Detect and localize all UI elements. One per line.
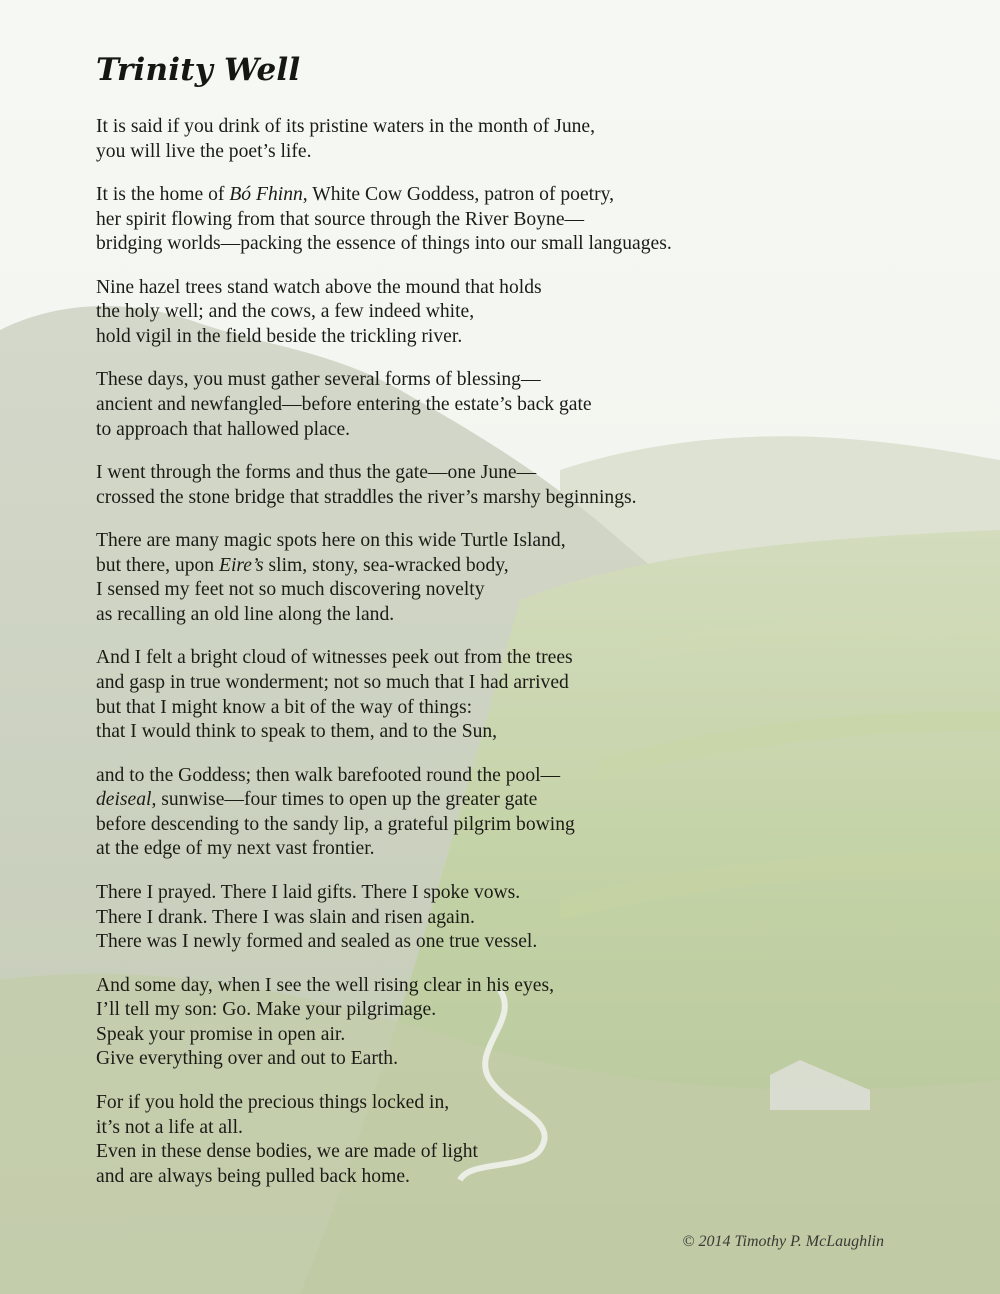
poem-line: her spirit flowing from that source through the River Boyne— bbox=[96, 208, 585, 230]
poem-line: and are always being pulled back home. bbox=[96, 1165, 410, 1187]
poem-line: There was I newly formed and sealed as one true vessel. bbox=[96, 931, 538, 953]
poem-line: It is said if you drink of its pristine waters in the month of June, bbox=[96, 116, 596, 137]
stanza bbox=[96, 764, 856, 862]
poem-line: There I drank. There I was slain and risen again. bbox=[96, 906, 475, 928]
poem-line bbox=[96, 788, 856, 813]
stanza bbox=[96, 461, 856, 510]
poem-line bbox=[96, 554, 856, 579]
line-text: , White Cow Goddess, patron of poetry, bbox=[302, 184, 615, 206]
stanza bbox=[96, 974, 856, 1072]
poem-line: as recalling an old line along the land. bbox=[96, 603, 395, 625]
poem-line: Speak your promise in open air. bbox=[96, 1023, 346, 1045]
stanza bbox=[96, 529, 856, 627]
poem-line: hold vigil in the field beside the trickling river. bbox=[96, 325, 463, 347]
poem-line: These days, you must gather several forms of blessing— bbox=[96, 369, 541, 391]
poem-line: There are many magic spots here on this wide Turtle Island, bbox=[96, 530, 566, 552]
poem-line: crossed the stone bridge that straddles the river’s marshy beginnings. bbox=[96, 486, 637, 508]
line-text: slim, stony, sea-wracked body, bbox=[263, 554, 509, 576]
stanza bbox=[96, 646, 856, 744]
poem-line: the holy well; and the cows, a few indeed white, bbox=[96, 301, 475, 323]
stanza bbox=[96, 276, 856, 350]
poem-line: to approach that hallowed place. bbox=[96, 418, 351, 440]
poem-line: it’s not a life at all. bbox=[96, 1116, 243, 1138]
poem-body bbox=[96, 115, 856, 1208]
line-text: but there, upon bbox=[96, 554, 219, 576]
poem-line: at the edge of my next vast frontier. bbox=[96, 838, 375, 860]
poem-title: Trinity Well bbox=[96, 52, 301, 88]
line-text: It is the home of bbox=[96, 184, 230, 206]
stanza bbox=[96, 115, 856, 164]
poem-line: and to the Goddess; then walk barefooted round the pool— bbox=[96, 764, 561, 786]
poem-line: but that I might know a bit of the way of things: bbox=[96, 696, 473, 718]
poem-line: And some day, when I see the well rising clear in his eyes, bbox=[96, 974, 554, 996]
poem-line: Even in these dense bodies, we are made of light bbox=[96, 1141, 478, 1163]
poem-line: There I prayed. There I laid gifts. There I spoke vows. bbox=[96, 881, 521, 903]
poem-line: that I would think to speak to them, and to the Sun, bbox=[96, 721, 498, 743]
stanza bbox=[96, 1091, 856, 1189]
poem-line: And I felt a bright cloud of witnesses peek out from the trees bbox=[96, 647, 573, 669]
poem-line: I sensed my feet not so much discovering novelty bbox=[96, 579, 485, 601]
stanza bbox=[96, 368, 856, 442]
poem-line: Nine hazel trees stand watch above the mound that holds bbox=[96, 276, 542, 298]
italic-word: Bó Fhinn bbox=[229, 184, 303, 206]
copyright-notice: © 2014 Timothy P. McLaughlin bbox=[682, 1233, 884, 1250]
poem-line: For if you hold the precious things locked in, bbox=[96, 1091, 450, 1113]
poem-line: and gasp in true wonderment; not so much that I had arrived bbox=[96, 672, 569, 694]
stanza bbox=[96, 183, 856, 257]
stanza bbox=[96, 881, 856, 955]
poem-line: bridging worlds—packing the essence of things into our small languages. bbox=[96, 233, 672, 255]
poem-line: I went through the forms and thus the gate—one June— bbox=[96, 462, 537, 484]
poem-line: I’ll tell my son: Go. Make your pilgrimage. bbox=[96, 999, 437, 1021]
italic-word: deiseal bbox=[96, 789, 152, 811]
poem-line: before descending to the sandy lip, a grateful pilgrim bowing bbox=[96, 813, 575, 835]
poem-line: ancient and newfangled—before entering the estate’s back gate bbox=[96, 394, 592, 416]
poem-line bbox=[96, 183, 856, 208]
line-text: , sunwise—four times to open up the greater gate bbox=[151, 789, 538, 811]
poem-line: Give everything over and out to Earth. bbox=[96, 1048, 398, 1070]
italic-word: Eire’s bbox=[218, 554, 264, 576]
poem-line: you will live the poet’s life. bbox=[96, 140, 312, 162]
